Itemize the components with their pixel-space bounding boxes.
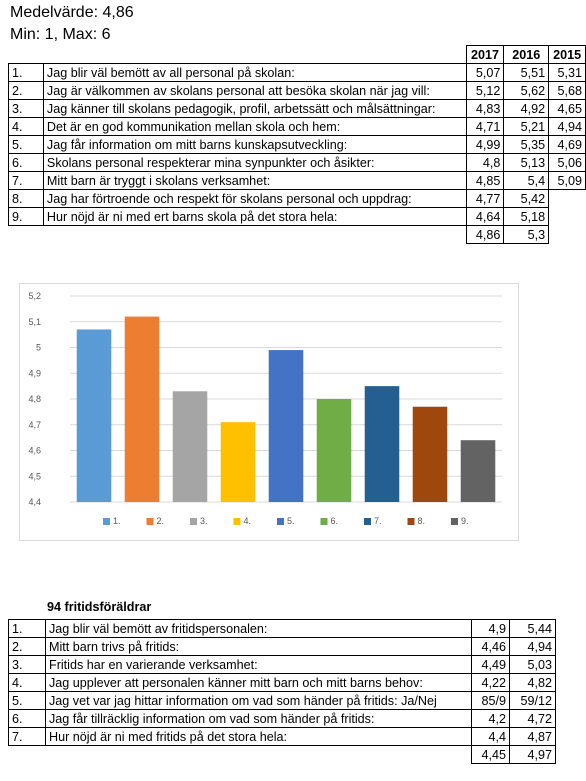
question-text: Jag känner till skolans pedagogik, profil, arbetssätt och målsättningar:	[43, 100, 466, 118]
legend-label: 8.	[417, 516, 426, 526]
legend-label: 1.	[113, 516, 121, 526]
fritids-section-title: 94 fritidsföräldrar	[47, 600, 152, 614]
bar-6	[317, 399, 352, 502]
table-row	[9, 620, 556, 638]
blank-cell	[43, 46, 466, 64]
row-number: 3.	[9, 100, 44, 118]
row-number: 1.	[9, 64, 44, 82]
table-row	[9, 692, 556, 710]
table-row	[9, 118, 586, 136]
blank-cell	[9, 226, 44, 244]
score-cell: 5,18	[504, 208, 549, 226]
totals-row	[9, 746, 556, 764]
legend-swatch	[147, 518, 154, 525]
bar-9	[461, 440, 496, 502]
question-text: Jag är välkommen av skolans personal att besöka skolan när jag vill:	[43, 82, 466, 100]
question-text: Skolans personal respekterar mina synpunkter och åsikter:	[43, 154, 466, 172]
question-text: Jag blir väl bemött av fritidspersonalen:	[46, 620, 472, 638]
score-cell: 4,99	[466, 136, 504, 154]
bar-1	[77, 329, 112, 502]
score-cell: 4,22	[472, 674, 510, 692]
year-header-row	[9, 46, 586, 64]
table-row	[9, 208, 586, 226]
legend-label: 5.	[287, 516, 295, 526]
score-cell: 5,4	[504, 172, 549, 190]
row-number: 5.	[9, 692, 46, 710]
score-cell: 4,2	[472, 710, 510, 728]
blank-cell	[9, 746, 46, 764]
blank-cell	[9, 46, 44, 64]
legend-swatch	[408, 518, 415, 525]
row-number: 3.	[9, 656, 46, 674]
legend-swatch	[103, 518, 110, 525]
score-cell: 4,92	[504, 100, 549, 118]
y-tick-label: 4,5	[28, 471, 41, 482]
score-cell: 5,03	[510, 656, 556, 674]
row-number: 6.	[9, 154, 44, 172]
y-tick-label: 4,6	[28, 445, 41, 456]
score-cell: 4,94	[549, 118, 586, 136]
y-tick-label: 5,2	[28, 291, 41, 301]
table-row	[9, 64, 586, 82]
score-cell: 4,65	[549, 100, 586, 118]
school-survey-table	[8, 45, 586, 244]
row-number: 4.	[9, 674, 46, 692]
year-header: 2017	[466, 46, 504, 64]
y-tick-label: 4,7	[28, 419, 41, 430]
total-cell: 4,97	[510, 746, 556, 764]
score-cell: 85/9	[472, 692, 510, 710]
score-cell: 4,94	[510, 638, 556, 656]
bar-5	[269, 350, 304, 502]
score-cell: 4,85	[466, 172, 504, 190]
row-number: 9.	[9, 208, 44, 226]
question-text: Hur nöjd är ni med ert barns skola på det stora hela:	[43, 208, 466, 226]
question-text: Jag får information om mitt barns kunskapsutveckling:	[43, 136, 466, 154]
question-text: Jag upplever att personalen känner mitt barn och mitt barns behov:	[46, 674, 472, 692]
y-tick-label: 4,4	[28, 497, 41, 507]
question-text: Mitt barn är tryggt i skolans verksamhet:	[43, 172, 466, 190]
table-row	[9, 710, 556, 728]
score-cell: 5,44	[510, 620, 556, 638]
score-cell: 5,13	[504, 154, 549, 172]
score-cell: 5,07	[466, 64, 504, 82]
total-cell: 4,86	[466, 226, 504, 244]
total-cell: 5,3	[504, 226, 549, 244]
score-cell: 4,69	[549, 136, 586, 154]
row-number: 2.	[9, 82, 44, 100]
bar-2	[125, 317, 160, 502]
score-cell: 4,9	[472, 620, 510, 638]
fritids-survey-table	[8, 619, 556, 764]
total-cell: 4,45	[472, 746, 510, 764]
table-row	[9, 656, 556, 674]
score-cell: 4,72	[510, 710, 556, 728]
min-max-label: Min: 1, Max: 6	[10, 26, 111, 43]
legend-label: 6.	[330, 516, 339, 526]
question-text: Jag vet var jag hittar information om vad som händer på fritids: Ja/Nej	[46, 692, 472, 710]
legend-swatch	[451, 518, 458, 525]
legend-swatch	[234, 518, 241, 525]
question-text: Mitt barn trivs på fritids:	[46, 638, 472, 656]
legend-label: 4.	[243, 516, 252, 526]
score-cell: 5,21	[504, 118, 549, 136]
bar-chart-svg	[20, 284, 520, 542]
score-cell: 4,4	[472, 728, 510, 746]
score-cell: 4,83	[466, 100, 504, 118]
score-cell: 4,87	[510, 728, 556, 746]
question-text: Jag blir väl bemött av all personal på skolan:	[43, 64, 466, 82]
score-cell: 5,68	[549, 82, 586, 100]
question-text: Jag har förtroende och respekt för skolans personal och uppdrag:	[43, 190, 466, 208]
score-cell: 5,42	[504, 190, 549, 208]
table-row	[9, 154, 586, 172]
score-cell: 5,51	[504, 64, 549, 82]
score-cell: 4,64	[466, 208, 504, 226]
y-tick-label: 5	[35, 342, 41, 353]
row-number: 7.	[9, 172, 44, 190]
question-text: Hur nöjd är ni med fritids på det stora hela:	[46, 728, 472, 746]
score-cell: 4,77	[466, 190, 504, 208]
row-number: 8.	[9, 190, 44, 208]
row-number: 5.	[9, 136, 44, 154]
score-cell: 59/12	[510, 692, 556, 710]
y-tick-label: 4,9	[28, 368, 41, 379]
blank-cell	[46, 746, 472, 764]
table-row	[9, 638, 556, 656]
totals-row	[9, 226, 586, 244]
score-cell: 5,12	[466, 82, 504, 100]
bar-3	[173, 391, 208, 502]
legend-swatch	[190, 518, 197, 525]
row-number: 1.	[9, 620, 46, 638]
question-text: Jag får tillräcklig information om vad som händer på fritids:	[46, 710, 472, 728]
table-row	[9, 136, 586, 154]
y-tick-label: 4,8	[28, 394, 41, 404]
blank-cell	[549, 226, 586, 244]
row-number: 2.	[9, 638, 46, 656]
legend-label: 7.	[374, 516, 382, 526]
score-cell: 4,8	[466, 154, 504, 172]
score-cell: 5,09	[549, 172, 586, 190]
legend-swatch	[321, 518, 328, 525]
score-cell: 4,49	[472, 656, 510, 674]
table-row	[9, 172, 586, 190]
bar-8	[413, 407, 448, 502]
question-text: Det är en god kommunikation mellan skola och hem:	[43, 118, 466, 136]
table-row	[9, 82, 586, 100]
row-number: 4.	[9, 118, 44, 136]
row-number: 7.	[9, 728, 46, 746]
year-header: 2015	[549, 46, 586, 64]
blank-cell	[549, 208, 586, 226]
bar-chart	[19, 283, 519, 541]
table-row	[9, 190, 586, 208]
legend-label: 2.	[156, 516, 165, 526]
legend-label: 3.	[200, 516, 208, 526]
blank-cell	[43, 226, 466, 244]
legend-label: 9.	[461, 516, 469, 526]
score-cell: 5,06	[549, 154, 586, 172]
score-cell: 4,71	[466, 118, 504, 136]
question-text: Fritids har en varierande verksamhet:	[46, 656, 472, 674]
legend-swatch	[364, 518, 371, 525]
table-row	[9, 728, 556, 746]
blank-cell	[549, 190, 586, 208]
score-cell: 5,62	[504, 82, 549, 100]
y-tick-label: 5,1	[28, 316, 41, 327]
table-row	[9, 674, 556, 692]
score-cell: 4,46	[472, 638, 510, 656]
score-cell: 5,35	[504, 136, 549, 154]
row-number: 6.	[9, 710, 46, 728]
year-header: 2016	[504, 46, 549, 64]
bar-4	[221, 422, 256, 502]
score-cell: 5,31	[549, 64, 586, 82]
legend-swatch	[277, 518, 284, 525]
score-cell: 4,82	[510, 674, 556, 692]
bar-7	[365, 386, 400, 502]
table-row	[9, 100, 586, 118]
mean-label: Medelvärde: 4,86	[10, 4, 134, 21]
